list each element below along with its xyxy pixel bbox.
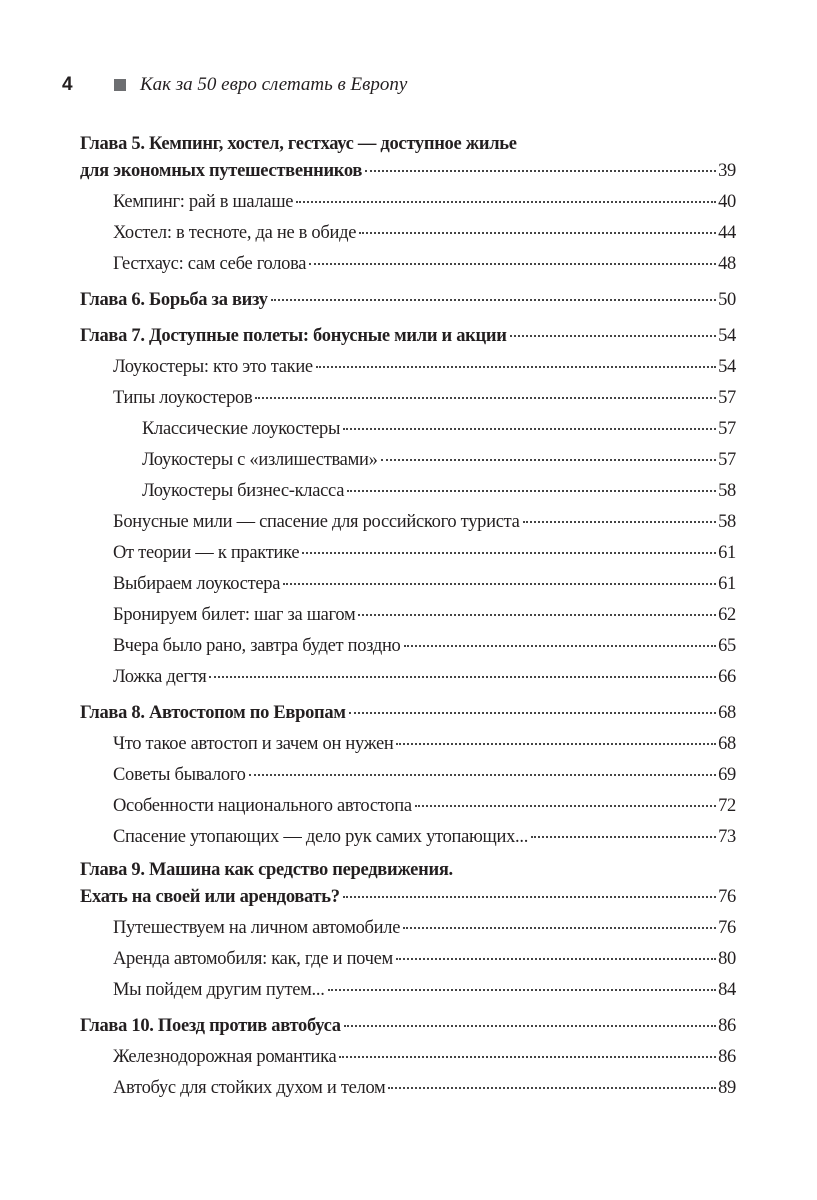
dot-leader xyxy=(381,459,717,461)
entry-title: Кемпинг: рай в шалаше xyxy=(113,192,294,212)
entry-title: Хостел: в тесноте, да не в обиде xyxy=(113,223,357,243)
dot-leader xyxy=(531,836,716,838)
entry-title: Бонусные мили — спасение для российского туриста xyxy=(113,512,520,532)
dot-leader xyxy=(209,676,716,678)
toc-section-entry[interactable] xyxy=(80,507,736,538)
dot-leader xyxy=(510,335,717,337)
toc-section-entry[interactable] xyxy=(80,600,736,631)
entry-page-number: 80 xyxy=(718,949,736,969)
toc-section-entry[interactable] xyxy=(80,822,736,853)
toc-section-entry[interactable] xyxy=(80,352,736,383)
entry-page-number: 44 xyxy=(718,223,736,243)
dot-leader xyxy=(344,1025,716,1027)
entry-page-number: 54 xyxy=(718,326,736,346)
entry-title: Типы лоукостеров xyxy=(113,388,253,408)
entry-title: Путешествуем на личном автомобиле xyxy=(113,918,401,938)
toc-section-entry[interactable] xyxy=(80,791,736,822)
dot-leader xyxy=(283,583,716,585)
entry-page-number: 57 xyxy=(718,419,736,439)
chapter-title-line: Глава 5. Кемпинг, хостел, гестхаус — доступное жилье xyxy=(80,134,517,154)
square-bullet-icon xyxy=(114,79,126,91)
entry-title: Советы бывалого xyxy=(113,765,246,785)
entry-title: Лоукостеры: кто это такие xyxy=(113,357,313,377)
entry-title: Глава 8. Автостопом по Европам xyxy=(80,703,346,723)
entry-title: Что такое автостоп и зачем он нужен xyxy=(113,734,394,754)
toc-chapter-entry[interactable] xyxy=(80,156,736,187)
entry-title: Мы пойдем другим путем... xyxy=(113,980,325,1000)
entry-page-number: 73 xyxy=(718,827,736,847)
dot-leader xyxy=(359,232,716,234)
entry-title: Вчера было рано, завтра будет поздно xyxy=(113,636,401,656)
dot-leader xyxy=(255,397,716,399)
toc-section-entry[interactable] xyxy=(80,383,736,414)
toc-section-entry[interactable] xyxy=(80,538,736,569)
entry-page-number: 72 xyxy=(718,796,736,816)
entry-title: Бронируем билет: шаг за шагом xyxy=(113,605,356,625)
entry-page-number: 57 xyxy=(718,388,736,408)
entry-title: Ехать на своей или арендовать? xyxy=(80,887,340,907)
toc-section-entry[interactable] xyxy=(80,476,736,507)
entry-title: Ложка дегтя xyxy=(113,667,207,687)
toc-chapter-group xyxy=(80,285,736,316)
toc-section-entry[interactable] xyxy=(80,913,736,944)
dot-leader xyxy=(271,299,716,301)
entry-page-number: 58 xyxy=(718,481,736,501)
dot-leader xyxy=(343,896,716,898)
entry-page-number: 86 xyxy=(718,1047,736,1067)
entry-title: Глава 10. Поезд против автобуса xyxy=(80,1016,341,1036)
toc-chapter-entry[interactable] xyxy=(80,1011,736,1042)
toc-chapter-group xyxy=(80,321,736,693)
entry-page-number: 86 xyxy=(718,1016,736,1036)
toc-section-entry[interactable] xyxy=(80,249,736,280)
entry-page-number: 89 xyxy=(718,1078,736,1098)
toc-chapter-entry[interactable] xyxy=(80,698,736,729)
dot-leader xyxy=(349,712,716,714)
dot-leader xyxy=(302,552,716,554)
dot-leader xyxy=(358,614,716,616)
entry-page-number: 62 xyxy=(718,605,736,625)
dot-leader xyxy=(365,170,716,172)
dot-leader xyxy=(347,490,716,492)
entry-title: Выбираем лоукостера xyxy=(113,574,281,594)
toc-chapter-group xyxy=(80,858,736,1006)
toc-section-entry[interactable] xyxy=(80,662,736,693)
dot-leader xyxy=(415,805,716,807)
entry-title: Классические лоукостеры xyxy=(142,419,341,439)
dot-leader xyxy=(316,366,716,368)
dot-leader xyxy=(403,927,716,929)
book-title: Как за 50 евро слетать в Европу xyxy=(140,74,408,95)
toc-section-entry[interactable] xyxy=(80,729,736,760)
entry-title: Глава 7. Доступные полеты: бонусные мили и акции xyxy=(80,326,507,346)
toc-chapter-entry[interactable] xyxy=(80,882,736,913)
toc-chapter-group xyxy=(80,1011,736,1104)
entry-page-number: 76 xyxy=(718,918,736,938)
dot-leader xyxy=(396,958,716,960)
dot-leader xyxy=(309,263,716,265)
entry-page-number: 61 xyxy=(718,574,736,594)
dot-leader xyxy=(343,428,716,430)
entry-page-number: 76 xyxy=(718,887,736,907)
toc-chapter-group xyxy=(80,132,736,280)
entry-page-number: 65 xyxy=(718,636,736,656)
toc-section-entry[interactable] xyxy=(80,569,736,600)
entry-page-number: 39 xyxy=(718,161,736,181)
chapter-title-line: Глава 9. Машина как средство передвижения. xyxy=(80,860,453,880)
dot-leader xyxy=(296,201,716,203)
toc-section-entry[interactable] xyxy=(80,187,736,218)
toc-chapter-entry[interactable] xyxy=(80,285,736,316)
entry-page-number: 50 xyxy=(718,290,736,310)
entry-title: Железнодорожная романтика xyxy=(113,1047,337,1067)
toc-chapter-entry[interactable] xyxy=(80,321,736,352)
entry-page-number: 61 xyxy=(718,543,736,563)
toc-section-entry[interactable] xyxy=(80,975,736,1006)
entry-page-number: 69 xyxy=(718,765,736,785)
entry-title: Лоукостеры бизнес-класса xyxy=(142,481,345,501)
entry-page-number: 54 xyxy=(718,357,736,377)
entry-title: Особенности национального автостопа xyxy=(113,796,412,816)
toc-section-entry[interactable] xyxy=(80,445,736,476)
toc-section-entry[interactable] xyxy=(80,218,736,249)
dot-leader xyxy=(404,645,717,647)
entry-title: Гестхаус: сам себе голова xyxy=(113,254,307,274)
entry-title: От теории — к практике xyxy=(113,543,300,563)
entry-page-number: 48 xyxy=(718,254,736,274)
entry-title: Спасение утопающих — дело рук самих утопающих... xyxy=(113,827,529,847)
toc-section-entry[interactable] xyxy=(80,631,736,662)
page-number: 4 xyxy=(62,74,73,95)
entry-page-number: 68 xyxy=(718,734,736,754)
entry-title: Глава 6. Борьба за визу xyxy=(80,290,268,310)
entry-title: Лоукостеры с «излишествами» xyxy=(142,450,378,470)
table-of-contents xyxy=(80,132,736,1109)
dot-leader xyxy=(388,1087,716,1089)
toc-chapter-group xyxy=(80,698,736,853)
dot-leader xyxy=(249,774,716,776)
dot-leader xyxy=(523,521,717,523)
toc-section-entry[interactable] xyxy=(80,1042,736,1073)
dot-leader xyxy=(339,1056,716,1058)
entry-page-number: 66 xyxy=(718,667,736,687)
toc-section-entry[interactable] xyxy=(80,944,736,975)
toc-section-entry[interactable] xyxy=(80,1073,736,1104)
running-header xyxy=(62,74,407,96)
entry-title: Аренда автомобиля: как, где и почем xyxy=(113,949,393,969)
entry-title: для экономных путешественников xyxy=(80,161,363,181)
entry-page-number: 40 xyxy=(718,192,736,212)
dot-leader xyxy=(396,743,716,745)
entry-page-number: 68 xyxy=(718,703,736,723)
dot-leader xyxy=(328,989,717,991)
entry-title: Автобус для стойких духом и телом xyxy=(113,1078,386,1098)
entry-page-number: 84 xyxy=(718,980,736,1000)
entry-page-number: 58 xyxy=(718,512,736,532)
toc-section-entry[interactable] xyxy=(80,414,736,445)
entry-page-number: 57 xyxy=(718,450,736,470)
toc-section-entry[interactable] xyxy=(80,760,736,791)
